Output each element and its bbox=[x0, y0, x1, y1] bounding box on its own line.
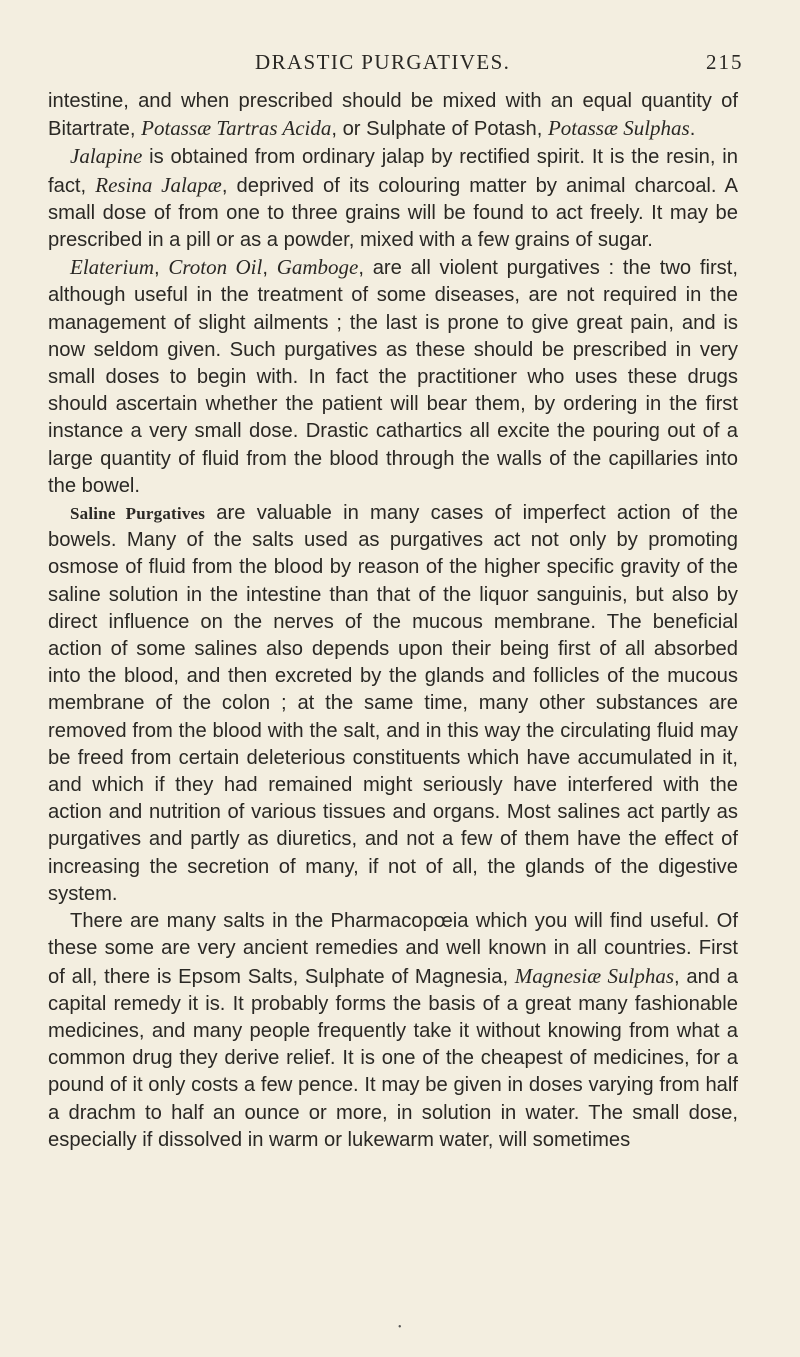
page-number: 215 bbox=[706, 50, 744, 74]
text-run: , and a capital remedy it is. It probably forms the basis of a great many fashionable medicines, and many people frequently take it without knowing from what a common drug they derive relief. It is one of the cheapest of medicines, for a pound of it only costs a few pence. It may be given in doses varying from half a drachm to half an ounce or more, in solution in water. The small dose, especially if dissolved in warm or lukewarm water, will sometimes bbox=[48, 965, 738, 1151]
italic-term: Potassæ Tartras Acida bbox=[141, 116, 332, 141]
header-title: DRASTIC PURGATIVES. bbox=[255, 50, 511, 74]
text-run: , are all violent purgatives : the two first, although useful in the treatment of some diseases, are not required in the management of slight ailments ; the last is prone to give great pain, and is now seldom given. Such purgatives as these should be prescribed in very small doses to begin with. In fact the practitioner who uses these drugs should ascertain whether the patient will bear them, by ordering in the first instance a very small dose. Drastic cathartics all excite the pouring out of a large quantity of fluid from the blood through the walls of the capillaries into the bowel. bbox=[48, 257, 738, 497]
footer-mark: • bbox=[398, 1322, 402, 1333]
italic-term: Magnesiæ Sulphas bbox=[514, 963, 675, 988]
italic-term: Gamboge bbox=[276, 255, 359, 280]
paragraph bbox=[48, 500, 738, 908]
text-run: There are many salts in the Pharmacopœia which you will find useful. Of these some are very ancient remedies and well known in all countries. First of all, there is Epsom Salts, Sulphate of Magnesia, bbox=[48, 910, 738, 988]
paragraph bbox=[48, 908, 738, 1154]
paragraph bbox=[48, 254, 738, 500]
text-run: . bbox=[689, 118, 696, 141]
paragraph bbox=[48, 88, 738, 143]
italic-term: Croton Oil bbox=[168, 255, 263, 280]
text-run: , or Sulphate of Potash, bbox=[331, 118, 548, 141]
italic-term: Jalapine bbox=[70, 144, 143, 169]
italic-term: Elaterium bbox=[70, 255, 154, 280]
text-run: , bbox=[154, 257, 169, 280]
section-heading: Saline Purgatives bbox=[70, 504, 206, 524]
italic-term: Resina Jalapæ bbox=[95, 172, 222, 197]
text-run: , deprived of its colouring matter by animal charcoal. A small dose of from one to three grains will be found to act freely. It may be prescribed in a pill or as a powder, mixed with a few grains of sugar. bbox=[48, 174, 738, 252]
text-run: are valuable in many cases of imperfect action of the bowels. Many of the salts used as purgatives act not only by promoting osmose of fluid from the blood by reason of the higher specific gravity of the saline solution in the intestine than that of the liquor sanguinis, but also by direct influence on the nerves of the mucous membrane. The beneficial action of some salines also depends upon their being first of all absorbed into the blood, and then excreted by the glands and follicles of the mucous membrane of the colon ; at the same time, many other substances are removed from the blood with the salt, and in this way the circulating fluid may be freed from certain deleterious constituents which have accumulated in it, and which if they had remained might seriously have interfered with the action and nutrition of various tissues and organs. Most salines act partly as purgatives and partly as diuretics, and not a few of them have the effect of increasing the secretion of many, if not of all, the glands of the digestive system. bbox=[48, 502, 739, 905]
text-run: is obtained from ordinary jalap by rectified spirit. It is the resin, in fact, bbox=[48, 146, 738, 197]
text-run: , bbox=[262, 257, 277, 280]
italic-term: Potassæ Sulphas bbox=[547, 116, 690, 141]
paragraph bbox=[48, 143, 738, 254]
body-text bbox=[48, 88, 738, 1154]
text-run: intestine, and when prescribed should be mixed with an equal quantity of Bitartrate, bbox=[48, 90, 738, 141]
